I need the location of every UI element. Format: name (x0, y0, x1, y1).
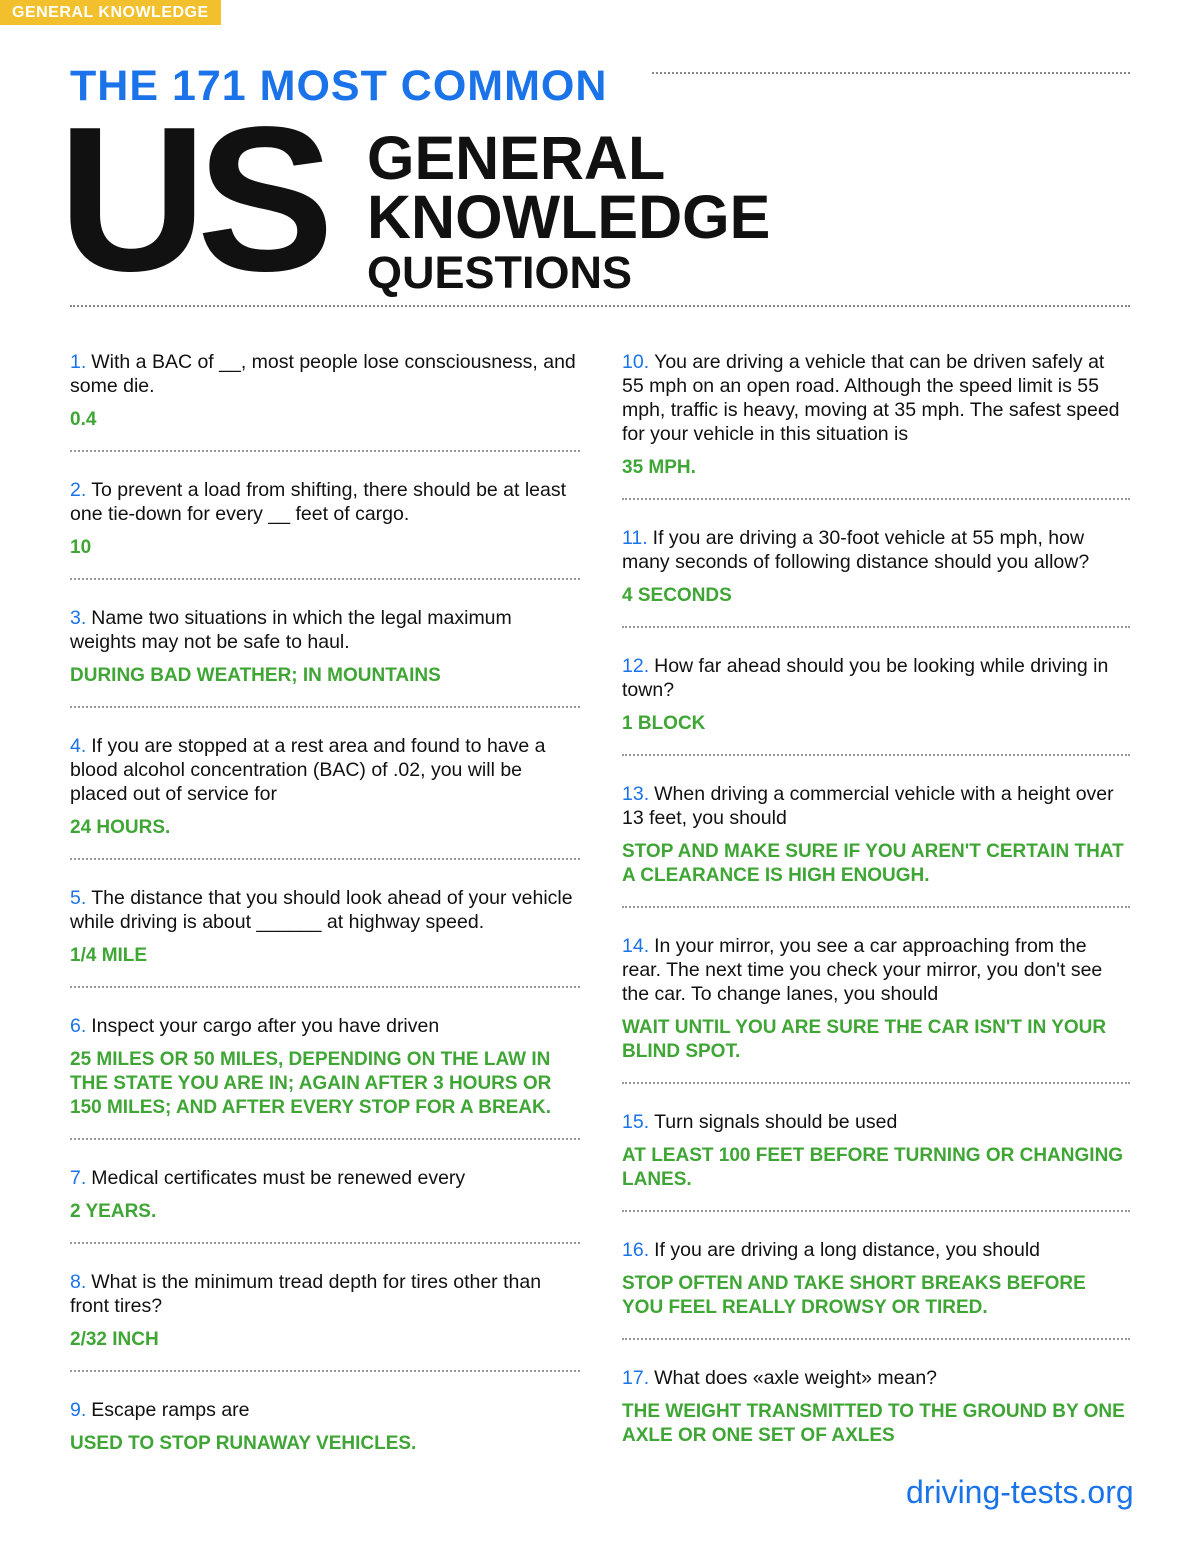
question-divider (70, 858, 580, 860)
question-number: 5. (70, 887, 87, 909)
question-text (70, 478, 580, 526)
question-divider (622, 1338, 1130, 1340)
question-body: If you are driving a 30-foot vehicle at 55 mph, how many seconds of following distance should you allow? (622, 527, 1090, 573)
question-item (70, 350, 580, 432)
question-text (622, 654, 1130, 702)
question-number: 17. (622, 1367, 650, 1389)
question-item (70, 606, 580, 688)
question-text (622, 934, 1130, 1006)
answer-text: 2 YEARS. (70, 1201, 157, 1222)
question-text (622, 1366, 1130, 1390)
answer-text: 0.4 (70, 409, 97, 430)
question-number: 12. (622, 655, 650, 677)
answer-text: DURING BAD WEATHER; IN MOUNTAINS (70, 665, 441, 686)
question-number: 6. (70, 1015, 87, 1037)
question-text (622, 1110, 1130, 1134)
question-item (622, 1366, 1130, 1448)
header-line-questions: QUESTIONS (367, 247, 633, 298)
question-text (70, 606, 580, 654)
question-body: If you are stopped at a rest area and found to have a blood alcohol concentration (BAC) of .02, you will be placed out of service for (70, 735, 546, 805)
answer-text: STOP OFTEN AND TAKE SHORT BREAKS BEFORE YOU FEEL REALLY DROWSY OR TIRED. (622, 1273, 1086, 1318)
question-number: 1. (70, 351, 87, 373)
question-item (622, 654, 1130, 736)
question-item (70, 1270, 580, 1352)
answer-text: 1 BLOCK (622, 713, 706, 734)
question-text (622, 1238, 1130, 1262)
question-divider (622, 626, 1130, 628)
question-number: 13. (622, 783, 650, 805)
question-item (622, 782, 1130, 888)
question-body: To prevent a load from shifting, there should be at least one tie-down for every __ feet of cargo. (70, 479, 567, 525)
question-body: Escape ramps are (91, 1399, 250, 1421)
answer-text: 24 HOURS. (70, 817, 171, 838)
header-title-block (367, 124, 771, 298)
question-body: What does «axle weight» mean? (654, 1367, 938, 1389)
question-body: When driving a commercial vehicle with a height over 13 feet, you should (622, 783, 1114, 829)
answer-text: 2/32 INCH (70, 1329, 159, 1350)
question-body: If you are driving a long distance, you should (654, 1239, 1041, 1261)
question-body: You are driving a vehicle that can be driven safely at 55 mph on an open road. Although the speed limit is 55 mph, traffic is heavy, moving at 35 mph. The safest speed for your vehicle in this situation is (622, 351, 1120, 445)
question-item (70, 1166, 580, 1224)
question-number: 11. (622, 527, 648, 549)
header-divider (652, 72, 1130, 74)
answer-text: STOP AND MAKE SURE IF YOU AREN'T CERTAIN THAT A CLEARANCE IS HIGH ENOUGH. (622, 841, 1124, 886)
answer-text: WAIT UNTIL YOU ARE SURE THE CAR ISN'T IN YOUR BLIND SPOT. (622, 1017, 1107, 1062)
category-tag: GENERAL KNOWLEDGE (0, 0, 221, 25)
question-number: 4. (70, 735, 87, 757)
site-logo[interactable]: driving-tests.org (906, 1474, 1134, 1510)
question-body: The distance that you should look ahead of your vehicle while driving is about ______ at highway speed. (70, 887, 573, 933)
answer-text: THE WEIGHT TRANSMITTED TO THE GROUND BY ONE AXLE OR ONE SET OF AXLES (622, 1401, 1125, 1446)
question-item (70, 478, 580, 560)
question-text (70, 1270, 580, 1318)
question-item (70, 734, 580, 840)
question-item (622, 350, 1130, 480)
question-number: 3. (70, 607, 87, 629)
question-body: In your mirror, you see a car approaching from the rear. The next time you check your mirror, you don't see the car. To change lanes, you should (622, 935, 1103, 1005)
question-body: Inspect your cargo after you have driven (91, 1015, 440, 1037)
question-number: 16. (622, 1239, 650, 1261)
question-body: Turn signals should be used (654, 1111, 898, 1133)
question-text (622, 782, 1130, 830)
questions-right-column (622, 350, 1130, 1448)
question-item (622, 1110, 1130, 1192)
question-divider (622, 1210, 1130, 1212)
answer-text: 25 MILES OR 50 MILES, DEPENDING ON THE LAW IN THE STATE YOU ARE IN; AGAIN AFTER 3 HOURS OR 150 MILES; AND AFTER EVERY STOP FOR A BREAK. (70, 1049, 552, 1118)
question-text (622, 526, 1130, 574)
question-body: Medical certificates must be renewed every (91, 1167, 466, 1189)
header-top-line: THE 171 MOST COMMON (70, 62, 608, 110)
answer-text: AT LEAST 100 FEET BEFORE TURNING OR CHANGING LANES. (622, 1145, 1124, 1190)
question-number: 14. (622, 935, 650, 957)
question-body: What is the minimum tread depth for tires other than front tires? (70, 1271, 542, 1317)
question-number: 7. (70, 1167, 87, 1189)
question-number: 10. (622, 351, 650, 373)
answer-text: 1/4 MILE (70, 945, 148, 966)
main-divider (70, 305, 1130, 307)
question-divider (70, 578, 580, 580)
question-body: Name two situations in which the legal maximum weights may not be safe to haul. (70, 607, 512, 653)
question-item (70, 1014, 580, 1120)
question-text (70, 886, 580, 934)
answer-text: 4 SECONDS (622, 585, 732, 606)
question-number: 15. (622, 1111, 650, 1133)
question-item (622, 526, 1130, 608)
header-line-knowledge: KNOWLEDGE (367, 183, 771, 251)
question-text (70, 734, 580, 806)
question-divider (622, 906, 1130, 908)
answer-text: 35 MPH. (622, 457, 696, 478)
question-text (70, 350, 580, 398)
question-divider (70, 1370, 580, 1372)
header-us: US (58, 84, 325, 314)
question-divider (622, 498, 1130, 500)
question-item (70, 886, 580, 968)
question-item (70, 1398, 580, 1456)
question-divider (70, 1138, 580, 1140)
question-body: How far ahead should you be looking while driving in town? (622, 655, 1109, 701)
question-divider (622, 1082, 1130, 1084)
question-body: With a BAC of __, most people lose consciousness, and some die. (70, 351, 576, 397)
question-text (70, 1398, 580, 1422)
question-divider (70, 986, 580, 988)
question-text (70, 1014, 580, 1038)
question-number: 2. (70, 479, 87, 501)
answer-text: 10 (70, 537, 92, 558)
question-divider (622, 754, 1130, 756)
question-number: 9. (70, 1399, 87, 1421)
question-item (622, 934, 1130, 1064)
questions-left-column (70, 350, 580, 1456)
question-divider (70, 450, 580, 452)
question-text (70, 1166, 580, 1190)
question-item (622, 1238, 1130, 1320)
answer-text: USED TO STOP RUNAWAY VEHICLES. (70, 1433, 417, 1454)
question-number: 8. (70, 1271, 87, 1293)
question-divider (70, 1242, 580, 1244)
question-text (622, 350, 1130, 446)
question-divider (70, 706, 580, 708)
header-line-general: GENERAL (367, 124, 666, 192)
